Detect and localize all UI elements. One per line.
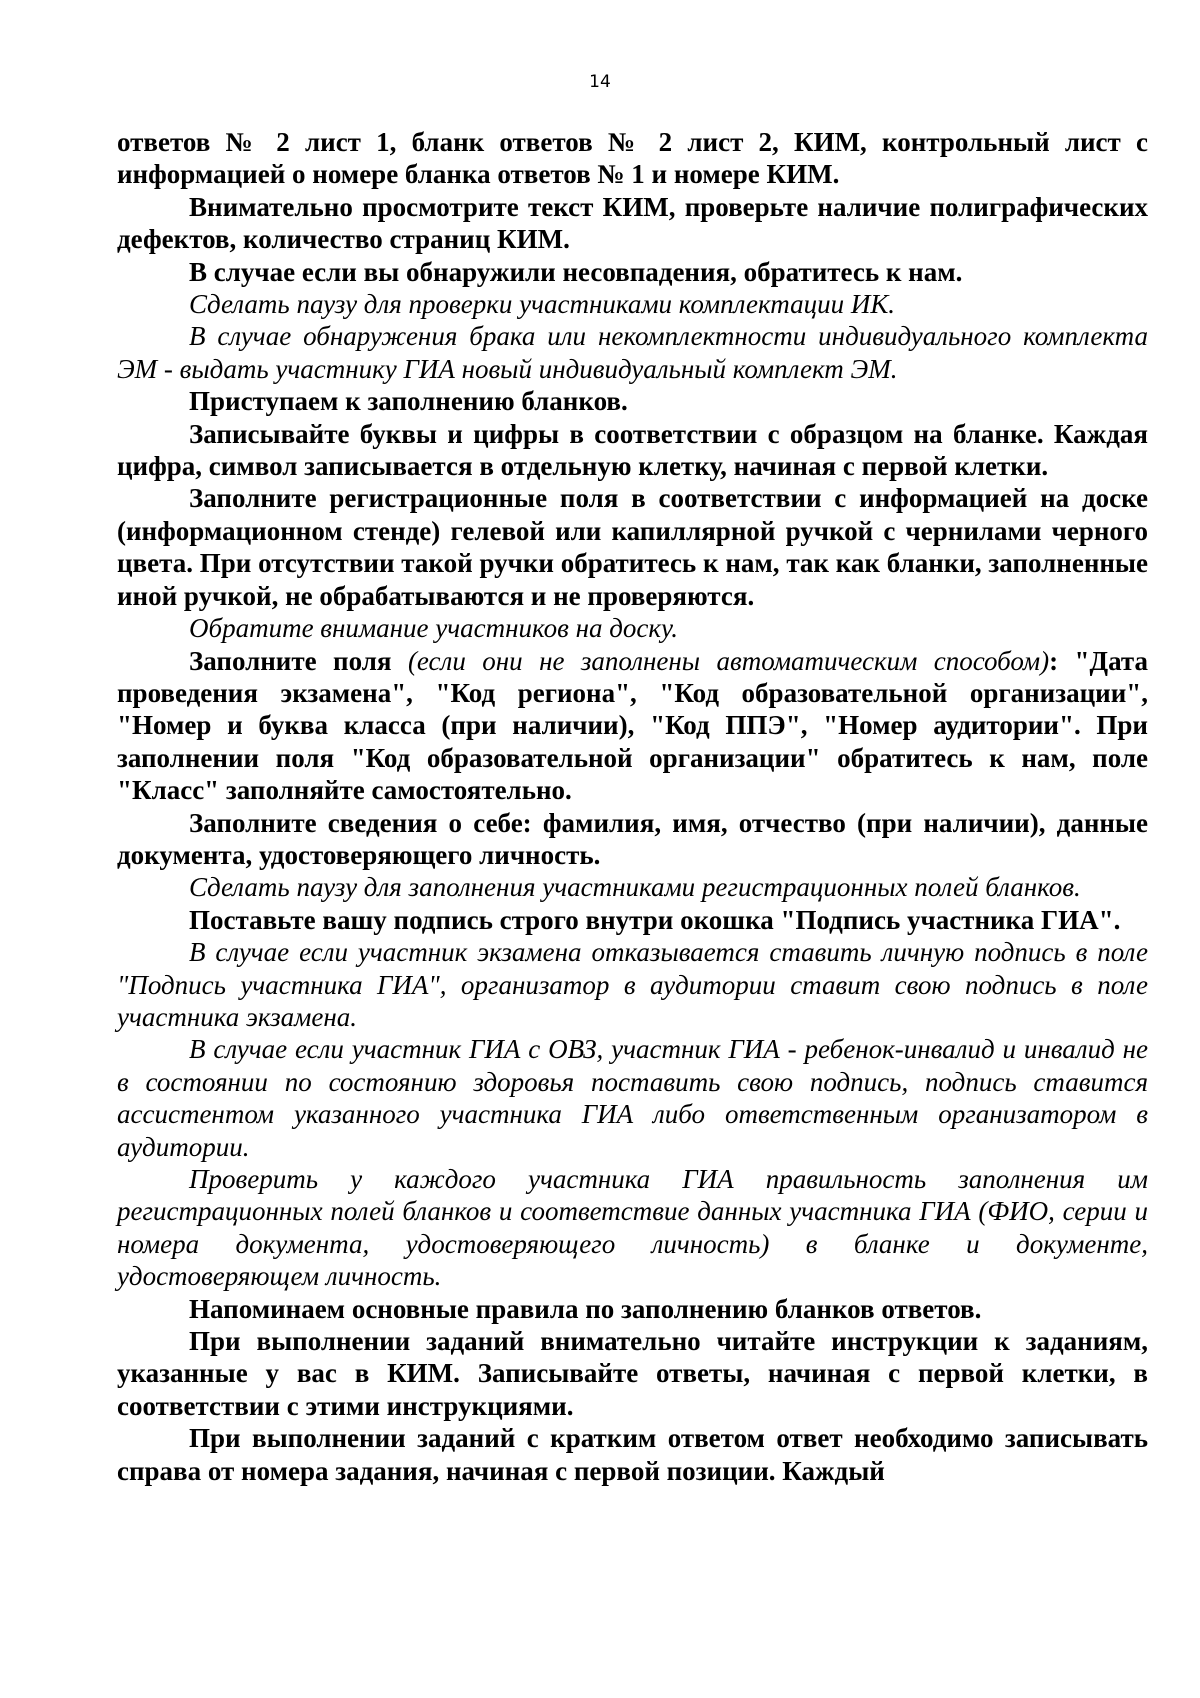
paragraph-10 [117, 807, 1148, 872]
text-span: Обратите внимание участников на доску. [189, 613, 679, 644]
paragraph-14 [117, 1033, 1148, 1163]
paragraph-15 [117, 1163, 1148, 1293]
paragraph-5 [117, 385, 1148, 417]
text-span: При выполнении заданий внимательно читайте инструкции к заданиям, указанные у вас в КИМ. Записывайте ответы, начиная с первой клетки, в соответствии с этими инструкциями. [117, 1326, 1148, 1421]
text-span: Приступаем к заполнению бланков. [189, 386, 628, 417]
paragraph-6 [117, 418, 1148, 483]
paragraph-1 [117, 191, 1148, 256]
text-span: Напоминаем основные правила по заполнению бланков ответов. [189, 1293, 982, 1324]
text-span: В случае обнаружения брака или некомплектности индивидуального комплекта ЭМ - выдать участнику ГИА новый индивидуальный комплект ЭМ. [117, 321, 1148, 384]
text-span: Сделать паузу для заполнения участниками регистрационных полей бланков. [189, 872, 1081, 903]
paragraph-11 [117, 871, 1148, 903]
text-span: Записывайте буквы и цифры в соответствии с образцом на бланке. Каждая цифра, символ записывается в отдельную клетку, начиная с первой клетки. [117, 418, 1148, 482]
paragraph-2 [117, 256, 1148, 288]
text-span: : "Дата проведения экзамена", "Код региона", "Код образовательной организации", "Номер и буква класса (при наличии), "Код ППЭ", "Номер аудитории". При заполнении поля "Код образовательной организации" обратитесь к нам, поле "Класс" заполняйте самостоятельно. [117, 645, 1148, 806]
paragraph-18 [117, 1422, 1148, 1487]
paragraph-12 [117, 904, 1148, 936]
paragraph-7 [117, 482, 1148, 612]
paragraph-4 [117, 320, 1148, 385]
paragraph-0 [117, 126, 1148, 191]
text-span: Проверить у каждого участника ГИА правильность заполнения им регистрационных полей бланков и соответствие данных участника ГИА (ФИО, серии и номера документа, удостоверяющего личность) в бланке и документе, удостоверяющем личность. [117, 1164, 1148, 1292]
text-span: Заполните регистрационные поля в соответствии с информацией на доске (информационном стенде) гелевой или капиллярной ручкой с чернилами черного цвета. При отсутствии такой ручки обратитесь к нам, так как бланки, заполненные иной ручкой, не обрабатываются и не проверяются. [117, 483, 1148, 611]
paragraph-3 [117, 288, 1148, 320]
text-span: В случае если вы обнаружили несовпадения, обратитесь к нам. [189, 256, 963, 287]
text-span: При выполнении заданий с кратким ответом ответ необходимо записывать справа от номера задания, начиная с первой позиции. Каждый [117, 1423, 1148, 1486]
text-span: В случае если участник ГИА с ОВЗ, участник ГИА - ребенок-инвалид и инвалид не в состоянии по состоянию здоровья поставить свою подпись, подпись ставится ассистентом указанного участника ГИА либо ответственным организатором в аудитории. [117, 1034, 1148, 1162]
text-span: ответов № 2 лист 1, бланк ответов № 2 лист 2, КИМ, контрольный лист с информацией о номере бланка ответов № 1 и номере КИМ. [117, 127, 1148, 190]
text-span: Заполните поля [189, 645, 408, 676]
paragraph-16 [117, 1293, 1148, 1325]
italic-note: (если они не заполнены автоматическим способом) [407, 645, 1050, 676]
text-span: Внимательно просмотрите текст КИМ, проверьте наличие полиграфических дефектов, количество страниц КИМ. [117, 191, 1148, 255]
document-body [117, 126, 1148, 1487]
text-span: Заполните сведения о себе: фамилия, имя, отчество (при наличии), данные документа, удостоверяющего личность. [117, 807, 1148, 870]
paragraph-17 [117, 1325, 1148, 1422]
page-number: 14 [589, 72, 611, 92]
text-span: Сделать паузу для проверки участниками комплектации ИК. [189, 289, 896, 320]
paragraph-9 [117, 645, 1148, 807]
text-span: Поставьте вашу подпись строго внутри окошка "Подпись участника ГИА". [189, 904, 1121, 935]
paragraph-8 [117, 612, 1148, 644]
text-span: В случае если участник экзамена отказывается ставить личную подпись в поле "Подпись участника ГИА", организатор в аудитории ставит свою подпись в поле участника экзамена. [117, 937, 1148, 1032]
paragraph-13 [117, 936, 1148, 1033]
